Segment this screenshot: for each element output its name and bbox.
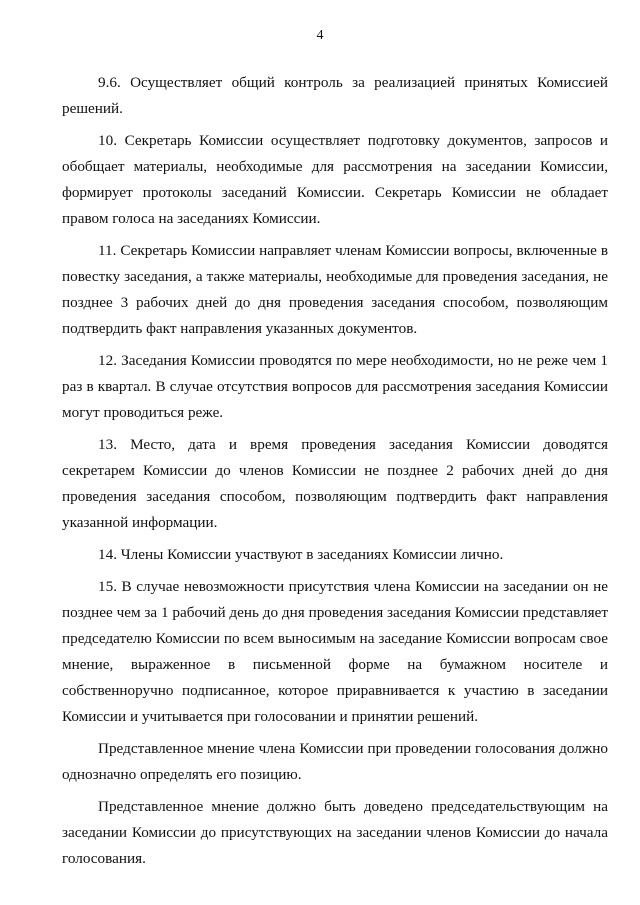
paragraph-opinion-position: Представленное мнение члена Комиссии при проведении голосования должно однозначно определять его позицию. [62,740,608,783]
paragraph-10: 10. Секретарь Комиссии осуществляет подготовку документов, запросов и обобщает материалы, необходимые для рассмотрения на заседании Комиссии, формирует протоколы заседаний Комиссии. Секретарь Комиссии не обладает правом голоса на заседаниях Комиссии. [62,132,608,227]
paragraph-13: 13. Место, дата и время проведения заседания Комиссии доводятся секретарем Комиссии до членов Комиссии не позднее 2 рабочих дней до дня проведения заседания способом, позволяющим подтвердить факт направления указанной информации. [62,436,608,531]
paragraph-9-6: 9.6. Осуществляет общий контроль за реализацией принятых Комиссией решений. [62,74,608,117]
paragraph-14: 14. Члены Комиссии участвуют в заседаниях Комиссии лично. [98,546,504,563]
paragraph-opinion-announcement: Представленное мнение должно быть доведено председательствующим на заседании Комиссии до присутствующих на заседании членов Комиссии до начала голосования. [62,798,608,867]
paragraph-15: 15. В случае невозможности присутствия члена Комиссии на заседании он не позднее чем за 1 рабочий день до дня проведения заседания Комиссии представляет председателю Комиссии по всем выносимым на заседание Комиссии вопросам свое мнение, выраженное в письменной форме на бумажном носителе и собственноручно подписанное, которое приравнивается к участию в заседании Комиссии и учитывается при голосовании и принятии решений. [62,578,608,725]
paragraph-12: 12. Заседания Комиссии проводятся по мере необходимости, но не реже чем 1 раз в квартал. В случае отсутствия вопросов для рассмотрения заседания Комиссии могут проводиться реже. [62,352,608,421]
paragraph-11: 11. Секретарь Комиссии направляет членам Комиссии вопросы, включенные в повестку заседания, а также материалы, необходимые для проведения заседания, не позднее 3 рабочих дней до дня проведения заседания способом, позволяющим подтвердить факт направления указанных документов. [62,242,608,337]
page-number: 4 [316,28,324,43]
